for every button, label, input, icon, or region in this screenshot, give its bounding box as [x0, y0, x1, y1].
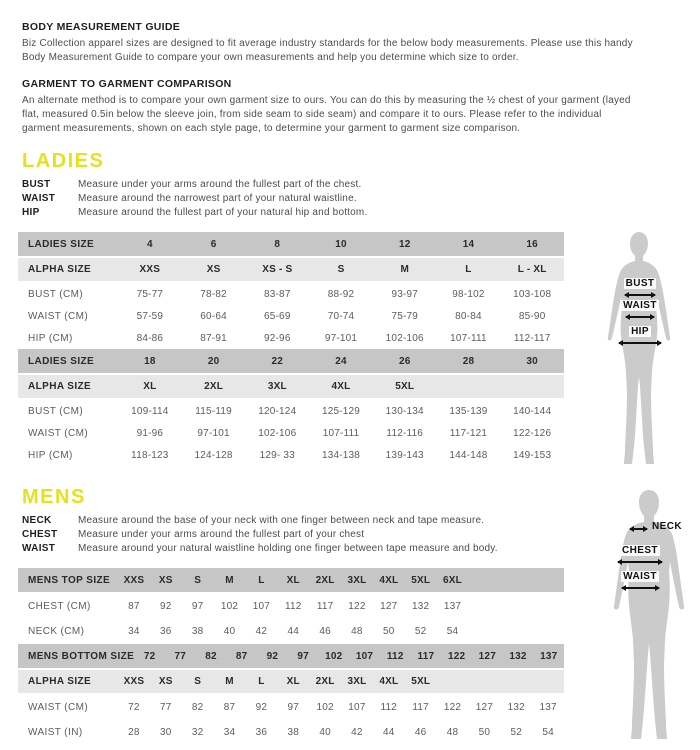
table-cell: 48 [446, 727, 459, 738]
table-cell: 42 [351, 727, 363, 738]
table-row [18, 375, 564, 398]
table-cell: 122-126 [513, 427, 552, 439]
table-cell: 4XL [379, 676, 399, 687]
body-measurement-guide-text: Biz Collection apparel sizes are designed to fit average industry standards for the below body measurements. Please use this handy Body Measurement Guide to compare your own measurements and help you determine which size to order. [22, 38, 633, 63]
table-cell: 102 [220, 601, 239, 612]
table-cell: 4XL [331, 381, 351, 392]
row-label: NECK (CM) [28, 626, 85, 637]
table-cell: 3XL [267, 381, 287, 392]
table-cell: 102-106 [258, 427, 297, 439]
table-cell: 72 [128, 702, 140, 713]
row-label: MENS BOTTOM SIZE [28, 650, 135, 662]
table-cell: 38 [191, 626, 204, 637]
ladies-definitions [22, 178, 700, 220]
table-row [18, 594, 564, 619]
table-cell: L - XL [517, 264, 547, 275]
table-cell: XS [206, 264, 221, 275]
table-cell: 109-114 [131, 405, 169, 417]
table-cell: 80-84 [455, 310, 482, 322]
row-label: CHEST (CM) [28, 601, 91, 612]
table-cell: 36 [255, 727, 268, 738]
table-cell: 97 [287, 702, 299, 713]
mens-figure [602, 488, 697, 742]
table-cell: 102 [316, 702, 334, 713]
table-cell: XL [286, 574, 300, 586]
bust-measure-arrow-icon [625, 294, 655, 296]
table-cell: 91-96 [136, 427, 164, 439]
table-row [18, 619, 564, 644]
table-cell: L [258, 676, 265, 687]
table-cell: 54 [542, 727, 554, 738]
table-cell: 112-117 [513, 332, 551, 344]
table-cell: 26 [398, 355, 411, 367]
row-label: WAIST (IN) [28, 727, 83, 738]
table-cell: 65-69 [264, 310, 291, 322]
table-cell: 12 [398, 238, 411, 250]
table-cell: 84-86 [136, 332, 164, 344]
table-cell: XS - S [262, 264, 293, 275]
table-cell: 102 [325, 650, 343, 662]
table-cell: 137 [539, 702, 557, 713]
garment-comparison-text: An alternate method is to compare your own garment size to ours. You can do this by measuring the ½ chest of your garment (layed flat, measured 0.5in below the sleeve join, from side seam to side seam) and compare it to ours. Please refer to the individual garment measurements, shown on each style page, to determine your garment to garment size comparison. [22, 95, 631, 134]
ladies-size-table [18, 232, 564, 466]
table-row [18, 695, 564, 720]
table-cell: 82 [191, 702, 204, 713]
table-cell: M [225, 676, 234, 687]
table-row [18, 349, 564, 373]
table-cell: 97 [191, 601, 204, 612]
table-cell: 42 [255, 626, 268, 637]
table-cell: 107 [348, 702, 366, 713]
definition-term: WAIST [22, 543, 56, 554]
row-label: WAIST (CM) [28, 702, 89, 713]
table-cell: 140-144 [513, 405, 552, 417]
row-label: ALPHA SIZE [28, 676, 92, 687]
table-cell: 92 [160, 601, 172, 612]
table-cell: 6XL [443, 574, 462, 586]
table-cell: 5XL [411, 676, 431, 687]
table-row [18, 305, 564, 327]
table-cell: 115-119 [195, 405, 232, 417]
definition-text: Measure around the fullest part of your natural hip and bottom. [78, 207, 368, 218]
table-cell: 92 [255, 702, 268, 713]
table-cell: 30 [526, 355, 538, 367]
table-cell: XL [143, 381, 157, 392]
row-label: MENS TOP SIZE [28, 574, 111, 586]
table-row [18, 258, 564, 281]
mens-definitions [22, 514, 700, 556]
table-cell: XS [158, 574, 173, 586]
table-row [18, 644, 564, 668]
neck-figure-label: NECK [652, 521, 682, 532]
table-row [18, 720, 564, 745]
table-cell: 44 [383, 727, 395, 738]
table-cell: 97 [297, 650, 309, 662]
table-row [18, 568, 564, 592]
row-label: LADIES SIZE [28, 238, 95, 250]
table-cell: 87 [235, 650, 248, 662]
table-cell: 132 [509, 650, 527, 662]
table-cell: 117 [417, 650, 435, 662]
female-silhouette-icon [597, 230, 681, 468]
table-cell: 16 [526, 238, 538, 250]
definition-term: HIP [22, 207, 40, 218]
male-silhouette-icon [602, 488, 697, 742]
row-label: BUST (CM) [28, 288, 84, 300]
table-cell: 36 [160, 626, 172, 637]
definition-row [22, 514, 700, 528]
table-cell: 75-77 [136, 288, 164, 300]
table-row [18, 400, 564, 422]
waist-measure-arrow-icon [622, 587, 659, 589]
definition-term: BUST [22, 179, 51, 190]
row-label: HIP (CM) [28, 449, 73, 461]
definition-row [22, 528, 700, 542]
table-cell: 75-79 [391, 310, 419, 322]
table-cell: 85-90 [518, 310, 546, 322]
row-label: ALPHA SIZE [28, 264, 92, 275]
table-cell: 83-87 [264, 288, 291, 300]
row-label: BUST (CM) [28, 405, 84, 417]
garment-comparison-title: GARMENT TO GARMENT COMPARISON [22, 78, 232, 90]
table-cell: 88-92 [327, 288, 355, 300]
table-cell: 125-129 [321, 405, 361, 417]
table-cell: 72 [143, 650, 156, 662]
table-cell: 10 [335, 238, 347, 250]
table-cell: 127 [380, 601, 398, 612]
table-cell: 60-64 [200, 310, 227, 322]
table-cell: 30 [160, 727, 172, 738]
table-cell: XXS [139, 264, 161, 275]
table-cell: 87-91 [200, 332, 227, 344]
table-cell: 2XL [204, 381, 224, 392]
table-cell: 34 [128, 626, 140, 637]
chest-measure-arrow-icon [618, 561, 662, 563]
intro-section [22, 20, 700, 136]
definition-row [22, 206, 700, 220]
table-cell: L [465, 264, 472, 275]
table-cell: 77 [174, 650, 187, 662]
ladies-heading: LADIES [22, 150, 105, 172]
table-cell: 40 [319, 727, 331, 738]
waist-figure-label: WAIST [623, 571, 657, 582]
table-cell: 44 [287, 626, 299, 637]
table-cell: 122 [443, 702, 462, 713]
table-cell: 112 [284, 601, 302, 612]
table-cell: 122 [447, 650, 466, 662]
table-cell: 18 [144, 355, 156, 367]
definition-term: WAIST [22, 193, 56, 204]
table-cell: 48 [351, 626, 363, 637]
table-cell: 107-111 [322, 427, 360, 439]
table-cell: 24 [335, 355, 347, 367]
table-cell: 28 [128, 727, 140, 738]
table-cell: 107-111 [450, 332, 487, 344]
table-cell: 57-59 [136, 310, 164, 322]
table-cell: 8 [274, 238, 281, 250]
table-cell: 102-106 [385, 332, 424, 344]
hip-figure-label: HIP [631, 326, 649, 337]
table-cell: 129- 33 [259, 449, 295, 461]
table-cell: 127 [475, 702, 494, 713]
table-cell: 32 [191, 727, 204, 738]
table-cell: 2XL [315, 574, 335, 586]
table-cell: 77 [160, 702, 172, 713]
row-label: LADIES SIZE [28, 355, 95, 367]
table-cell: 137 [540, 650, 558, 662]
table-cell: 87 [128, 601, 140, 612]
waist-figure-label: WAIST [623, 300, 657, 311]
table-row [18, 232, 564, 256]
table-cell: 130-134 [385, 405, 424, 417]
table-cell: 50 [478, 727, 491, 738]
table-cell: XXS [123, 676, 145, 687]
row-label: WAIST (CM) [28, 427, 89, 439]
table-row [18, 444, 564, 466]
table-cell: 54 [446, 626, 459, 637]
table-cell: 34 [223, 727, 236, 738]
body-measurement-guide-title: BODY MEASUREMENT GUIDE [22, 21, 181, 33]
table-cell: 3XL [347, 574, 367, 586]
mens-size-table [18, 568, 564, 745]
table-cell: 103-108 [513, 288, 552, 300]
table-cell: 92-96 [264, 332, 291, 344]
table-row [18, 283, 564, 305]
table-cell: 132 [412, 601, 430, 612]
table-cell: 70-74 [327, 310, 355, 322]
definition-term: NECK [22, 515, 52, 526]
table-cell: 97-101 [197, 427, 230, 439]
definition-text: Measure around the narrowest part of your natural waistline. [78, 193, 357, 204]
table-cell: 38 [287, 727, 299, 738]
table-cell: 4 [146, 238, 153, 250]
definition-text: Measure under your arms around the fullest part of the chest. [78, 179, 362, 190]
table-cell: M [400, 264, 409, 275]
table-cell: 52 [510, 727, 522, 738]
table-cell: 5XL [411, 574, 431, 586]
hip-measure-arrow-icon [619, 342, 661, 344]
table-cell: M [225, 574, 234, 586]
table-cell: 112-116 [386, 427, 424, 439]
definition-row [22, 542, 700, 556]
ladies-figure [597, 230, 681, 468]
table-cell: 92 [266, 650, 279, 662]
table-cell: 52 [414, 626, 427, 637]
table-cell: 14 [462, 238, 475, 250]
table-row [18, 422, 564, 444]
table-cell: 117-121 [449, 427, 488, 439]
neck-measure-arrow-icon [630, 528, 647, 530]
table-cell: 2XL [315, 676, 335, 687]
table-cell: 40 [223, 626, 236, 637]
table-cell: S [194, 676, 202, 687]
table-cell: XL [286, 676, 300, 687]
table-cell: 134-138 [321, 449, 361, 461]
definition-term: CHEST [22, 529, 58, 540]
table-cell: 98-102 [452, 288, 485, 300]
table-cell: 4XL [379, 574, 399, 586]
row-label: ALPHA SIZE [28, 381, 92, 392]
table-cell: 117 [412, 702, 429, 713]
definition-row [22, 178, 700, 192]
bust-figure-label: BUST [625, 278, 655, 289]
table-cell: 50 [383, 626, 395, 637]
waist-measure-arrow-icon [626, 316, 654, 318]
table-cell: 144-148 [449, 449, 488, 461]
table-cell: 5XL [395, 381, 415, 392]
table-cell: 46 [319, 626, 331, 637]
table-row [18, 327, 564, 349]
table-cell: 107 [252, 601, 271, 612]
table-cell: 137 [443, 601, 462, 612]
table-cell: 139-143 [385, 449, 424, 461]
mens-section [18, 486, 700, 745]
row-label: HIP (CM) [28, 332, 73, 344]
chest-figure-label: CHEST [622, 545, 658, 556]
table-cell: 22 [271, 355, 284, 367]
table-cell: 135-139 [449, 405, 488, 417]
table-cell: S [194, 574, 202, 586]
table-cell: 97-101 [324, 332, 358, 344]
row-label: WAIST (CM) [28, 310, 89, 322]
definition-row [22, 192, 700, 206]
table-cell: 93-97 [391, 288, 419, 300]
table-cell: 6 [210, 238, 217, 250]
table-cell: 20 [207, 355, 220, 367]
table-cell: 132 [507, 702, 525, 713]
mens-heading: MENS [22, 486, 86, 508]
table-cell: 3XL [347, 676, 367, 687]
table-row [18, 670, 564, 693]
table-cell: 127 [478, 650, 496, 662]
table-cell: XXS [123, 574, 145, 586]
table-cell: 107 [355, 650, 374, 662]
table-cell: 28 [462, 355, 475, 367]
definition-text: Measure around the base of your neck with one finger between neck and tape measure. [78, 515, 485, 526]
table-cell: 120-124 [258, 405, 297, 417]
table-cell: 117 [316, 601, 334, 612]
table-cell: 112 [380, 702, 398, 713]
table-cell: XS [158, 676, 173, 687]
definition-text: Measure around your natural waistline holding one finger between tape measure and body. [78, 543, 498, 554]
table-cell: 87 [223, 702, 236, 713]
table-cell: 122 [348, 601, 366, 612]
table-cell: 149-153 [513, 449, 552, 461]
table-cell: 112 [386, 650, 404, 662]
table-cell: 124-128 [194, 449, 233, 461]
definition-text: Measure under your arms around the fullest part of your chest [78, 529, 365, 540]
table-cell: 46 [414, 727, 427, 738]
table-cell: S [337, 264, 345, 275]
table-cell: 82 [205, 650, 217, 662]
table-cell: 118-123 [131, 449, 169, 461]
table-cell: L [258, 574, 265, 586]
table-cell: 78-82 [200, 288, 227, 300]
